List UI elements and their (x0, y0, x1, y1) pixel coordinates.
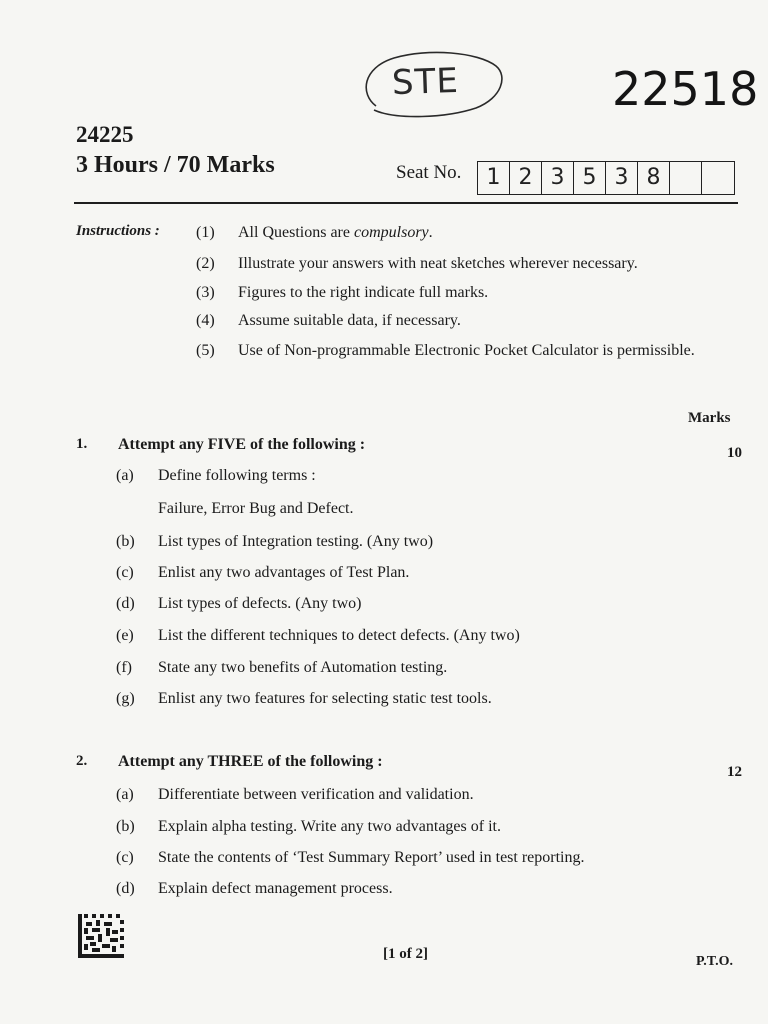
sub-question-text: List types of Integration testing. (Any two) (158, 533, 434, 550)
instruction-number: (2) (196, 255, 215, 272)
sub-question-label: (c) (116, 564, 134, 581)
instruction-item (196, 255, 638, 273)
pto-label: P.T.O. (696, 954, 733, 969)
sub-question-label: (c) (116, 849, 134, 866)
subject-tag: STE (391, 60, 460, 104)
sub-question-text: Differentiate between verification and validation. (158, 786, 474, 803)
sub-question-label: (a) (116, 467, 134, 484)
qr-code-icon (78, 914, 124, 958)
question-marks: 12 (727, 764, 742, 780)
instruction-text: Assume suitable data, if necessary. (238, 312, 461, 329)
seat-digit-box[interactable]: 8 (638, 162, 670, 194)
question-title: Attempt any FIVE of the following : (118, 436, 366, 453)
seat-number-boxes (477, 161, 735, 195)
sub-question-label: (f) (116, 659, 132, 676)
sub-question-text: List the different techniques to detect defects. (Any two) (158, 627, 520, 644)
seat-digit-box[interactable] (670, 162, 702, 194)
instruction-item (196, 224, 433, 242)
sub-question-text: State any two benefits of Automation testing. (158, 659, 448, 676)
seat-digit-box[interactable]: 2 (510, 162, 542, 194)
sub-question-text: List types of defects. (Any two) (158, 595, 362, 612)
sub-question-text: Explain defect management process. (158, 880, 393, 897)
instruction-text: Illustrate your answers with neat sketches wherever necessary. (238, 255, 638, 272)
instruction-item (196, 312, 461, 330)
sub-question-label: (e) (116, 627, 134, 644)
instruction-item (196, 342, 695, 360)
sub-question-text: Explain alpha testing. Write any two advantages of it. (158, 818, 501, 835)
sub-question-label: (b) (116, 818, 135, 835)
sub-question-text: Enlist any two features for selecting static test tools. (158, 690, 492, 707)
instructions-label: Instructions : (76, 223, 160, 239)
paper-code: 22518 (612, 62, 759, 116)
seat-digit-box[interactable] (702, 162, 734, 194)
instruction-number: (5) (196, 342, 215, 359)
marks-column-header: Marks (688, 410, 731, 426)
duration-marks: 3 Hours / 70 Marks (76, 152, 275, 178)
seat-digit-box[interactable]: 1 (478, 162, 510, 194)
sub-question-label: (d) (116, 595, 135, 612)
instruction-text: Use of Non-programmable Electronic Pocket Calculator is permissible. (238, 342, 695, 359)
sub-question-label: (g) (116, 690, 135, 707)
sub-question-text: Define following terms : (158, 467, 316, 484)
question-number: 1. (76, 436, 88, 452)
instruction-number: (1) (196, 224, 215, 241)
exam-code: 24225 (76, 122, 134, 147)
sub-question-label: (d) (116, 880, 135, 897)
sub-question-label: (b) (116, 533, 135, 550)
seat-number-label: Seat No. (396, 162, 462, 183)
instruction-text: All Questions are (238, 224, 354, 241)
seat-digit-box[interactable]: 3 (606, 162, 638, 194)
sub-question-text: Enlist any two advantages of Test Plan. (158, 564, 410, 581)
sub-question-label: (a) (116, 786, 134, 803)
instruction-item (196, 284, 488, 302)
question-title: Attempt any THREE of the following : (118, 753, 383, 770)
question-number: 2. (76, 753, 88, 769)
sub-question-text: Failure, Error Bug and Defect. (158, 500, 354, 517)
question-marks: 10 (727, 445, 742, 461)
instruction-text-end: . (428, 224, 433, 241)
instruction-text: Figures to the right indicate full marks. (238, 284, 489, 301)
header-divider (74, 202, 738, 204)
seat-digit-box[interactable]: 5 (574, 162, 606, 194)
instruction-number: (4) (196, 312, 215, 329)
instruction-number: (3) (196, 284, 215, 301)
sub-question-text: State the contents of ‘Test Summary Report’ used in test reporting. (158, 849, 585, 866)
instruction-emphasis: compulsory (353, 224, 429, 241)
seat-digit-box[interactable]: 3 (542, 162, 574, 194)
page-number: [1 of 2] (383, 946, 428, 962)
